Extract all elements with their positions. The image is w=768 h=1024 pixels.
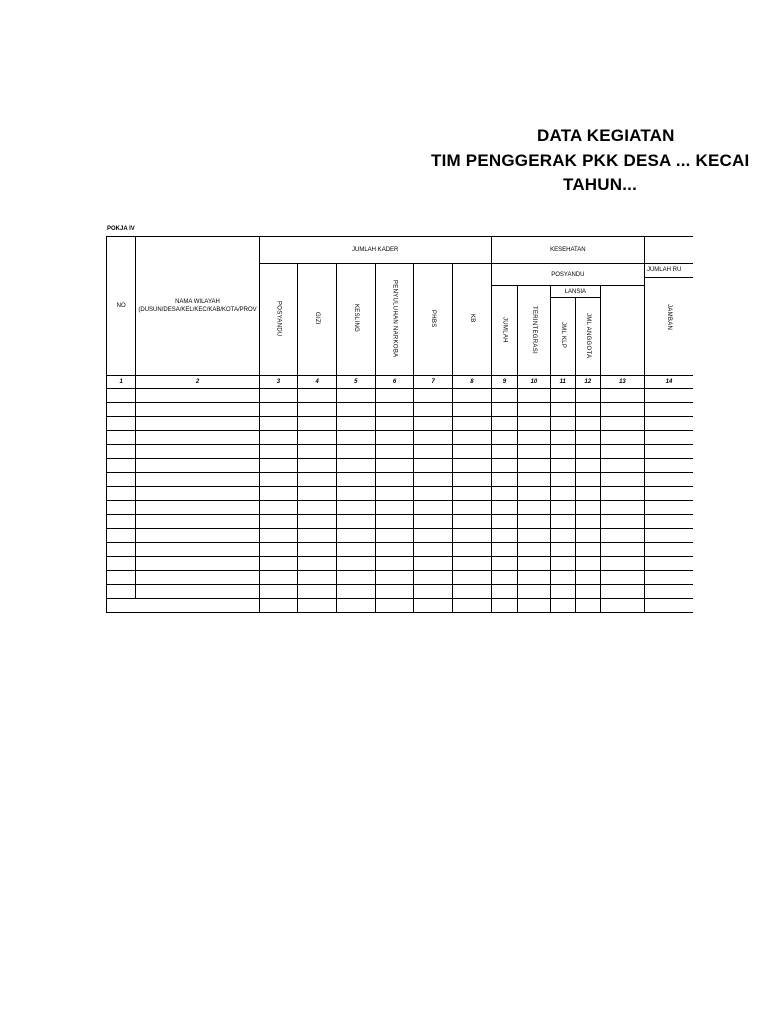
column-number: 13 [600, 376, 644, 389]
table-cell[interactable] [259, 473, 298, 487]
lansia-col-label: JML ANGGOTA [584, 312, 591, 359]
table-cell[interactable] [136, 515, 259, 529]
table-cell[interactable] [136, 557, 259, 571]
table-cell[interactable] [600, 515, 644, 529]
table-cell[interactable] [491, 543, 517, 557]
column-number: 9 [491, 376, 517, 389]
header-jumlah-kader: JUMLAH KADER [259, 237, 491, 264]
table-cell[interactable] [518, 585, 551, 599]
table-cell[interactable] [453, 403, 492, 417]
table-cell[interactable] [550, 417, 575, 431]
table-cell[interactable] [453, 473, 492, 487]
table-cell[interactable] [600, 501, 644, 515]
table-cell[interactable] [518, 557, 551, 571]
table-cell[interactable] [575, 543, 600, 557]
table-cell[interactable] [550, 431, 575, 445]
table-row [107, 501, 694, 515]
table-cell[interactable] [259, 529, 298, 543]
table-cell[interactable] [375, 389, 414, 403]
table-cell[interactable] [107, 515, 136, 529]
table-row [107, 515, 694, 529]
table-cell[interactable] [107, 487, 136, 501]
table-cell[interactable] [259, 487, 298, 501]
table-cell[interactable] [136, 543, 259, 557]
table-cell[interactable] [518, 599, 551, 613]
table-cell[interactable] [136, 459, 259, 473]
table-cell[interactable] [337, 501, 376, 515]
table-cell[interactable] [453, 529, 492, 543]
header-lansia: LANSIA [550, 286, 600, 298]
table-cell[interactable] [298, 529, 337, 543]
column-number: 14 [644, 376, 693, 389]
table-cell[interactable] [550, 487, 575, 501]
table-cell[interactable] [453, 599, 492, 613]
table-cell[interactable] [550, 445, 575, 459]
table-cell[interactable] [453, 487, 492, 501]
lansia-col-jml-klp [550, 298, 575, 376]
table-cell[interactable] [375, 585, 414, 599]
table-cell[interactable] [518, 515, 551, 529]
table-cell[interactable] [518, 501, 551, 515]
table-row [107, 529, 694, 543]
table-cell[interactable] [550, 599, 575, 613]
table-cell[interactable] [107, 431, 136, 445]
lansia-col-blank [600, 286, 644, 376]
table-cell[interactable] [414, 557, 453, 571]
table-cell[interactable] [107, 501, 136, 515]
table-cell[interactable] [644, 543, 693, 557]
table-cell[interactable] [550, 515, 575, 529]
column-number: 12 [575, 376, 600, 389]
table-cell[interactable] [136, 529, 259, 543]
table-cell[interactable] [518, 389, 551, 403]
table-cell[interactable] [259, 585, 298, 599]
table-cell[interactable] [414, 585, 453, 599]
table-cell[interactable] [298, 585, 337, 599]
table-cell[interactable] [550, 389, 575, 403]
table-cell[interactable] [453, 501, 492, 515]
table-cell[interactable] [600, 585, 644, 599]
header-kesehatan: KESEHATAN [491, 237, 644, 264]
table-cell[interactable] [337, 543, 376, 557]
column-number: 3 [259, 376, 298, 389]
table-cell[interactable] [518, 403, 551, 417]
table-cell[interactable] [414, 403, 453, 417]
table-cell[interactable] [550, 529, 575, 543]
table-cell[interactable] [337, 417, 376, 431]
table-cell[interactable] [107, 599, 260, 613]
table-cell[interactable] [375, 599, 414, 613]
table-cell[interactable] [644, 515, 693, 529]
table-cell[interactable] [414, 571, 453, 585]
table-cell[interactable] [453, 515, 492, 529]
table-cell[interactable] [518, 459, 551, 473]
table-cell[interactable] [453, 459, 492, 473]
table-cell[interactable] [491, 417, 517, 431]
posyandu-col-jumlah [491, 286, 517, 376]
table-cell[interactable] [259, 515, 298, 529]
table-cell[interactable] [453, 417, 492, 431]
table-cell[interactable] [136, 389, 259, 403]
table-cell[interactable] [575, 599, 600, 613]
table-cell[interactable] [600, 529, 644, 543]
table-cell[interactable] [491, 529, 517, 543]
jumlah-rumah-label: JUMLAH RU [646, 267, 682, 273]
table-cell[interactable] [453, 585, 492, 599]
table-row [107, 487, 694, 501]
table-cell[interactable] [107, 557, 136, 571]
table-cell[interactable] [375, 445, 414, 459]
table-cell[interactable] [337, 557, 376, 571]
data-table [106, 236, 693, 613]
table-cell[interactable] [107, 389, 136, 403]
table-cell[interactable] [375, 557, 414, 571]
table-cell[interactable] [550, 459, 575, 473]
column-number-row [107, 376, 694, 389]
table-cell[interactable] [644, 557, 693, 571]
table-cell[interactable] [550, 501, 575, 515]
table-cell[interactable] [600, 571, 644, 585]
kader-col-label: KB [468, 314, 475, 323]
table-cell[interactable] [491, 403, 517, 417]
header-blank [644, 237, 693, 264]
table-cell[interactable] [414, 599, 453, 613]
table-cell[interactable] [644, 459, 693, 473]
table-cell[interactable] [298, 417, 337, 431]
table-row [107, 585, 694, 599]
table-cell[interactable] [259, 571, 298, 585]
table-cell[interactable] [491, 473, 517, 487]
kader-col-label: POSYANDU [275, 300, 282, 337]
table-cell[interactable] [600, 389, 644, 403]
table-cell[interactable] [414, 487, 453, 501]
table-cell[interactable] [575, 431, 600, 445]
kader-col-label: PENYULUHAN NARKOBA [391, 279, 398, 358]
table-cell[interactable] [575, 571, 600, 585]
table-cell[interactable] [575, 529, 600, 543]
table-cell[interactable] [375, 487, 414, 501]
table-cell[interactable] [644, 487, 693, 501]
jamban-label: JAMBAN [665, 303, 672, 331]
table-cell[interactable] [644, 389, 693, 403]
table-cell[interactable] [491, 557, 517, 571]
table-cell[interactable] [491, 571, 517, 585]
table-cell[interactable] [298, 403, 337, 417]
table-cell[interactable] [644, 599, 693, 613]
column-number: 7 [414, 376, 453, 389]
column-number: 2 [136, 376, 259, 389]
table-cell[interactable] [491, 501, 517, 515]
table-cell[interactable] [575, 585, 600, 599]
table-cell[interactable] [518, 543, 551, 557]
table-cell[interactable] [298, 543, 337, 557]
table-cell[interactable] [600, 557, 644, 571]
table-cell[interactable] [550, 557, 575, 571]
title-line-1: DATA KEGIATAN [537, 126, 675, 145]
table-cell[interactable] [298, 501, 337, 515]
kader-col-label: GIZI [314, 312, 321, 325]
table-cell[interactable] [644, 501, 693, 515]
table-cell[interactable] [298, 571, 337, 585]
table-cell[interactable] [644, 529, 693, 543]
table-cell[interactable] [575, 557, 600, 571]
table-cell[interactable] [518, 529, 551, 543]
table-cell[interactable] [337, 403, 376, 417]
table-cell[interactable] [298, 599, 337, 613]
table-cell[interactable] [600, 473, 644, 487]
table-cell[interactable] [298, 445, 337, 459]
table-cell[interactable] [453, 445, 492, 459]
table-cell[interactable] [644, 417, 693, 431]
table-cell[interactable] [644, 403, 693, 417]
kader-col-posyandu [259, 264, 298, 376]
table-cell[interactable] [259, 445, 298, 459]
table-row [107, 459, 694, 473]
title-line-2: TIM PENGGERAK PKK DESA ... KECAI [431, 151, 750, 170]
table-cell[interactable] [453, 571, 492, 585]
table-cell[interactable] [575, 459, 600, 473]
kader-col-gizi [298, 264, 337, 376]
table-cell[interactable] [136, 585, 259, 599]
table-cell[interactable] [136, 571, 259, 585]
table-cell[interactable] [337, 515, 376, 529]
table-cell[interactable] [518, 473, 551, 487]
table-cell[interactable] [337, 529, 376, 543]
table-cell[interactable] [107, 403, 136, 417]
table-row [107, 445, 694, 459]
header-jumlah-rumah [644, 264, 693, 376]
table-cell[interactable] [414, 445, 453, 459]
table-cell[interactable] [414, 417, 453, 431]
table-cell[interactable] [337, 389, 376, 403]
table-cell[interactable] [337, 473, 376, 487]
table-cell[interactable] [375, 515, 414, 529]
table-cell[interactable] [259, 501, 298, 515]
table-cell[interactable] [107, 473, 136, 487]
table-cell[interactable] [107, 543, 136, 557]
table-cell[interactable] [375, 571, 414, 585]
table-cell[interactable] [600, 431, 644, 445]
table-cell[interactable] [414, 389, 453, 403]
table-cell[interactable] [414, 473, 453, 487]
table-cell[interactable] [600, 403, 644, 417]
table-cell[interactable] [600, 543, 644, 557]
table-cell[interactable] [298, 459, 337, 473]
table-row [107, 431, 694, 445]
section-label: POKJA IV [107, 226, 135, 232]
table-cell[interactable] [259, 459, 298, 473]
table-cell[interactable] [644, 473, 693, 487]
table-cell[interactable] [414, 501, 453, 515]
table-cell[interactable] [453, 557, 492, 571]
table-cell[interactable] [337, 459, 376, 473]
table-cell[interactable] [259, 389, 298, 403]
lansia-col-jml-anggota [575, 298, 600, 376]
table-cell[interactable] [298, 515, 337, 529]
table-row [107, 403, 694, 417]
table-cell[interactable] [259, 599, 298, 613]
table-cell[interactable] [107, 417, 136, 431]
column-number: 11 [550, 376, 575, 389]
table-cell[interactable] [575, 473, 600, 487]
table-cell[interactable] [259, 543, 298, 557]
header-no: NO [107, 237, 136, 376]
table-cell[interactable] [518, 487, 551, 501]
posyandu-col-label: JUMLAH [501, 316, 508, 343]
table-row [107, 571, 694, 585]
column-number: 6 [375, 376, 414, 389]
table-cell[interactable] [491, 599, 517, 613]
table-cell[interactable] [644, 431, 693, 445]
column-number: 5 [337, 376, 376, 389]
table-cell[interactable] [337, 431, 376, 445]
jamban-col [645, 277, 693, 356]
table-cell[interactable] [375, 403, 414, 417]
table-cell[interactable] [550, 543, 575, 557]
table-cell[interactable] [491, 431, 517, 445]
table-cell[interactable] [259, 431, 298, 445]
table-cell[interactable] [414, 529, 453, 543]
table-cell[interactable] [453, 543, 492, 557]
table-cell[interactable] [453, 431, 492, 445]
table-cell[interactable] [107, 459, 136, 473]
table-cell[interactable] [136, 417, 259, 431]
table-cell[interactable] [518, 417, 551, 431]
column-number: 10 [518, 376, 551, 389]
posyandu-col-label: TERINTEGRASI [530, 305, 537, 354]
table-cell[interactable] [453, 389, 492, 403]
title-line-3: TAHUN... [563, 175, 637, 194]
table-cell[interactable] [518, 445, 551, 459]
table-cell[interactable] [375, 417, 414, 431]
table-cell[interactable] [575, 417, 600, 431]
table-cell[interactable] [136, 473, 259, 487]
table-cell[interactable] [600, 445, 644, 459]
table-cell[interactable] [644, 571, 693, 585]
table-cell[interactable] [550, 585, 575, 599]
table-cell[interactable] [136, 403, 259, 417]
lansia-col-label: JML KLP [559, 322, 566, 349]
table-cell[interactable] [575, 501, 600, 515]
table-row [107, 599, 694, 613]
header-nama-wilayah: NAMA WILAYAH (DUSUN/DESA/KEL/KEC/KAB/KOTA/PROV [136, 237, 259, 376]
posyandu-col-terintegrasi [518, 286, 551, 376]
table-cell[interactable] [518, 431, 551, 445]
table-cell[interactable] [491, 515, 517, 529]
table-cell[interactable] [414, 431, 453, 445]
table-cell[interactable] [136, 445, 259, 459]
table-cell[interactable] [550, 473, 575, 487]
table-cell[interactable] [259, 557, 298, 571]
table-cell[interactable] [575, 445, 600, 459]
table-cell[interactable] [337, 599, 376, 613]
table-cell[interactable] [375, 459, 414, 473]
table-cell[interactable] [414, 459, 453, 473]
table-row [107, 417, 694, 431]
table-cell[interactable] [491, 585, 517, 599]
kader-col-narkoba [375, 264, 414, 376]
table-cell[interactable] [337, 585, 376, 599]
table-cell[interactable] [550, 571, 575, 585]
table-cell[interactable] [600, 459, 644, 473]
kader-col-label: PHBS [430, 309, 437, 328]
table-row [107, 557, 694, 571]
table-cell[interactable] [414, 543, 453, 557]
kader-col-kb [453, 264, 492, 376]
table-cell[interactable] [600, 417, 644, 431]
table-cell[interactable] [107, 445, 136, 459]
table-cell[interactable] [575, 389, 600, 403]
table-cell[interactable] [107, 529, 136, 543]
table-cell[interactable] [298, 557, 337, 571]
column-number: 1 [107, 376, 136, 389]
table-cell[interactable] [337, 571, 376, 585]
table-cell[interactable] [337, 445, 376, 459]
table-cell[interactable] [375, 431, 414, 445]
table-cell[interactable] [136, 431, 259, 445]
table-cell[interactable] [375, 473, 414, 487]
table-cell[interactable] [575, 403, 600, 417]
table-cell[interactable] [259, 417, 298, 431]
table-cell[interactable] [136, 487, 259, 501]
table-row [107, 473, 694, 487]
table-cell[interactable] [644, 585, 693, 599]
table-cell[interactable] [298, 487, 337, 501]
table-cell[interactable] [337, 487, 376, 501]
table-cell[interactable] [375, 543, 414, 557]
table-cell[interactable] [298, 389, 337, 403]
table-cell[interactable] [298, 431, 337, 445]
table-cell[interactable] [491, 487, 517, 501]
table-row [107, 389, 694, 403]
kader-col-phbs [414, 264, 453, 376]
table-cell[interactable] [259, 403, 298, 417]
table-cell[interactable] [644, 445, 693, 459]
table-row [107, 543, 694, 557]
header-posyandu: POSYANDU [491, 264, 644, 286]
table-cell[interactable] [491, 389, 517, 403]
kader-col-kesling [337, 264, 376, 376]
table-cell[interactable] [107, 571, 136, 585]
table-cell[interactable] [600, 487, 644, 501]
table-cell[interactable] [518, 571, 551, 585]
table-cell[interactable] [136, 501, 259, 515]
table-cell[interactable] [375, 529, 414, 543]
kader-col-label: KESLING [352, 304, 359, 333]
table-cell[interactable] [414, 515, 453, 529]
table-cell[interactable] [298, 473, 337, 487]
table-cell[interactable] [107, 585, 136, 599]
table-cell[interactable] [575, 487, 600, 501]
table-cell[interactable] [575, 515, 600, 529]
table-cell[interactable] [550, 403, 575, 417]
table-cell[interactable] [375, 501, 414, 515]
table-cell[interactable] [600, 599, 644, 613]
table-cell[interactable] [491, 459, 517, 473]
column-number: 8 [453, 376, 492, 389]
column-number: 4 [298, 376, 337, 389]
table-cell[interactable] [491, 445, 517, 459]
